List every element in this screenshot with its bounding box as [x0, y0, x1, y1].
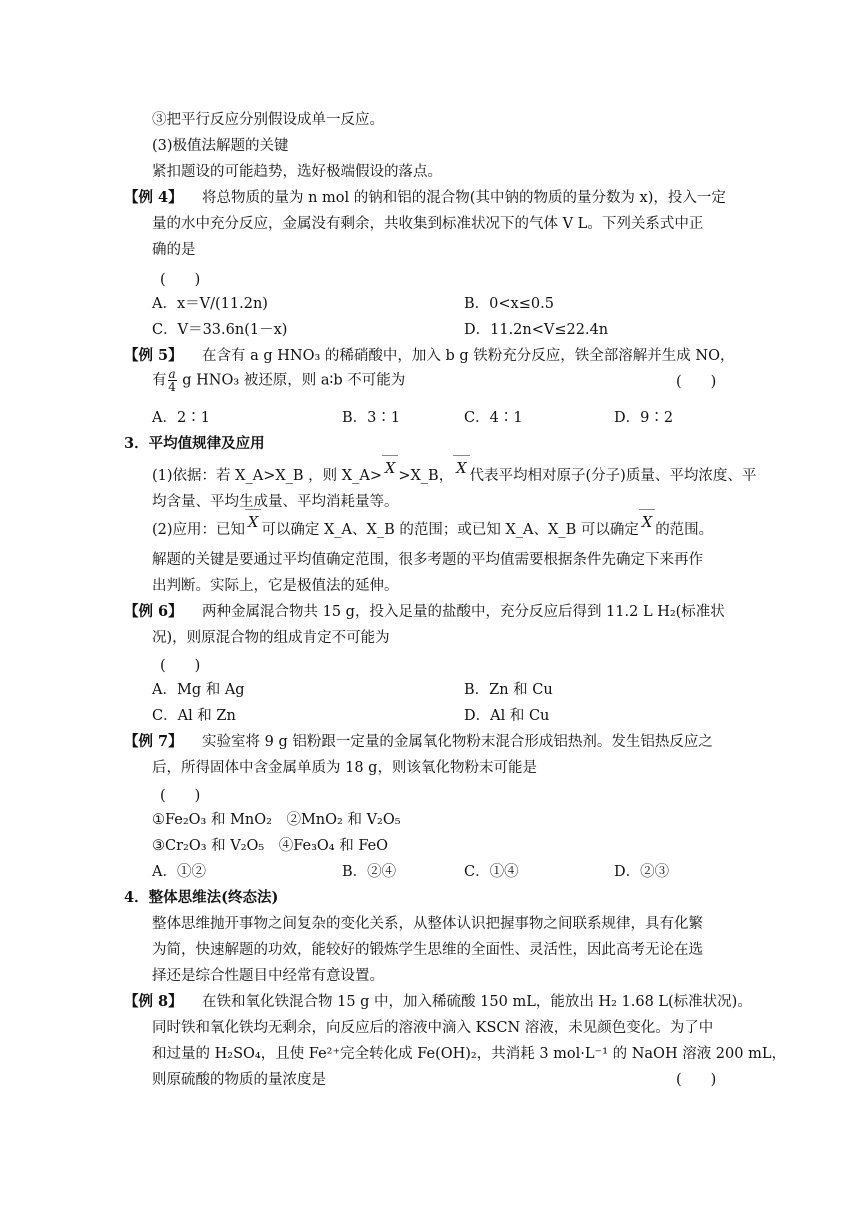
section-4-p2: 为简，快速解题的功效，能较好的锻炼学生思维的全面性、灵活性，因此高考无论在选 — [152, 942, 703, 958]
section-3-p2-a: (2)应用：已知 — [152, 522, 246, 538]
example-7-q1: 实验室将 9 g 铝粉跟一定量的金属氧化物粉末混合形成铝热剂。发生铝热反应之 — [202, 734, 713, 750]
section-3-p1-b: >X_B， — [398, 468, 454, 484]
section-3-p2-b: 可以确定 X_A、X_B 的范围；或已知 X_A、X_B 可以确定 — [261, 522, 639, 538]
example-5-option-d: D．9∶2 — [614, 410, 674, 426]
section-3-p4: 出判断。实际上，它是极值法的延伸。 — [152, 578, 399, 594]
section-3-p2-c: 的范围。 — [655, 522, 714, 538]
example-4-option-c: C．V＝33.6n(1－x) — [152, 322, 288, 338]
example-7-answer-paren: ( ) — [160, 788, 201, 804]
example-5-option-c: C．4∶1 — [464, 410, 523, 426]
section-3-title: 3．平均值规律及应用 — [124, 435, 265, 452]
example-4-q3: 确的是 — [152, 242, 196, 258]
example-7-option-d: D．②③ — [614, 864, 670, 880]
example-6-option-b: B．Zn 和 Cu — [464, 682, 553, 698]
intro-line-3: 紧扣题设的可能趋势，选好极端假设的落点。 — [152, 164, 442, 180]
example-7-q2: 后，所得固体中含金属单质为 18 g，则该氧化物粉末可能是 — [152, 760, 537, 776]
example-4-option-d: D．11.2n<V≤22.4n — [464, 322, 609, 338]
example-5-q2-post: g HNO₃ 被还原，则 a∶b 不可能为 — [177, 372, 406, 389]
example-8-q1: 在铁和氧化铁混合物 15 g 中，加入稀硫酸 150 mL，能放出 H₂ 1.68 L(标准状况)。 — [202, 994, 752, 1010]
x-bar-symbol: X — [453, 459, 469, 479]
example-6-q1: 两种金属混合物共 15 g，投入足量的盐酸中，充分反应后得到 11.2 L H₂(标准状 — [202, 604, 725, 620]
example-5-label: 【例 5】 — [124, 347, 183, 364]
example-7-option-b: B．②④ — [342, 864, 397, 880]
example-7-option-c: C．①④ — [464, 864, 519, 880]
example-5-answer-paren: ( ) — [676, 374, 717, 390]
example-6-answer-paren: ( ) — [160, 658, 201, 674]
example-4-q2: 量的水中充分反应，金属没有剩余，共收集到标准状况下的气体 V L。下列关系式中正 — [152, 216, 704, 232]
x-bar-symbol: X — [382, 459, 398, 479]
example-6-option-a: A．Mg 和 Ag — [152, 682, 245, 698]
example-7-oxides-2: ③Cr₂O₃ 和 V₂O₅ ④Fe₃O₄ 和 FeO — [152, 838, 389, 854]
example-8-answer-paren: ( ) — [676, 1072, 717, 1088]
intro-line-2: (3)极值法解题的关键 — [152, 138, 289, 154]
section-3-p1-cont: 均含量、平均生成量、平均消耗量等。 — [152, 494, 399, 510]
example-5-q2-pre: 有 — [152, 372, 167, 389]
example-6-q2: 况)，则原混合物的组成肯定不可能为 — [152, 630, 390, 646]
example-7-oxides-1: ①Fe₂O₃ 和 MnO₂ ②MnO₂ 和 V₂O₅ — [152, 812, 401, 828]
example-8-q4: 则原硫酸的物质的量浓度是 — [152, 1072, 326, 1088]
example-8-label: 【例 8】 — [124, 993, 183, 1010]
example-4-label: 【例 4】 — [124, 189, 183, 206]
example-5-option-a: A．2∶1 — [152, 410, 210, 426]
example-5-option-b: B．3∶1 — [342, 410, 401, 426]
example-7-label: 【例 7】 — [124, 733, 183, 750]
example-6-option-c: C．Al 和 Zn — [152, 708, 236, 724]
x-bar-symbol: X — [245, 513, 261, 533]
example-6-label: 【例 6】 — [124, 603, 183, 620]
section-3-p2 — [152, 515, 714, 540]
section-3-p1-a: (1)依据：若 X_A>X_B ，则 X_A> — [152, 468, 382, 484]
example-4-option-b: B．0<x≤0.5 — [464, 296, 554, 312]
section-4-p1: 整体思维抛开事物之间复杂的变化关系，从整体认识把握事物之间联系规律，具有化繁 — [152, 916, 703, 932]
example-5-q1: 在含有 a g HNO₃ 的稀硝酸中，加入 b g 铁粉充分反应，铁全部溶解并生成 NO， — [202, 348, 735, 364]
section-4-title: 4．整体思维法(终态法) — [124, 889, 279, 906]
example-8-q3: 和过量的 H₂SO₄，且使 Fe²⁺完全转化成 Fe(OH)₂，共消耗 3 mol·L⁻¹ 的 NaOH 溶液 200 mL， — [152, 1046, 786, 1062]
section-3-p1 — [152, 461, 757, 486]
section-3-p1-c: 代表平均相对原子(分子)质量、平均浓度、平 — [469, 468, 757, 484]
x-bar-symbol: X — [639, 513, 655, 533]
section-4-p3: 择还是综合性题目中经常有意设置。 — [152, 968, 384, 984]
section-3-p3: 解题的关键是要通过平均值确定范围，很多考题的平均值需要根据条件先确定下来再作 — [152, 552, 703, 568]
example-7-option-a: A．①② — [152, 864, 206, 880]
example-4-q1: 将总物质的量为 n mol 的钠和铝的混合物(其中钠的物质的量分数为 x)，投入一定 — [202, 190, 726, 206]
intro-line-1: ③把平行反应分别假设成单一反应。 — [152, 112, 384, 128]
example-6-option-d: D．Al 和 Cu — [464, 708, 550, 724]
fraction-a-over-4: $\frac{a}{4}$ — [168, 367, 176, 394]
example-4-option-a: A．x＝V/(11.2n) — [152, 296, 268, 312]
example-5-q2 — [152, 368, 405, 393]
example-4-answer-paren: ( ) — [160, 272, 201, 288]
example-8-q2: 同时铁和氧化铁均无剩余，向反应后的溶液中滴入 KSCN 溶液，未见颜色变化。为了中 — [152, 1020, 714, 1036]
